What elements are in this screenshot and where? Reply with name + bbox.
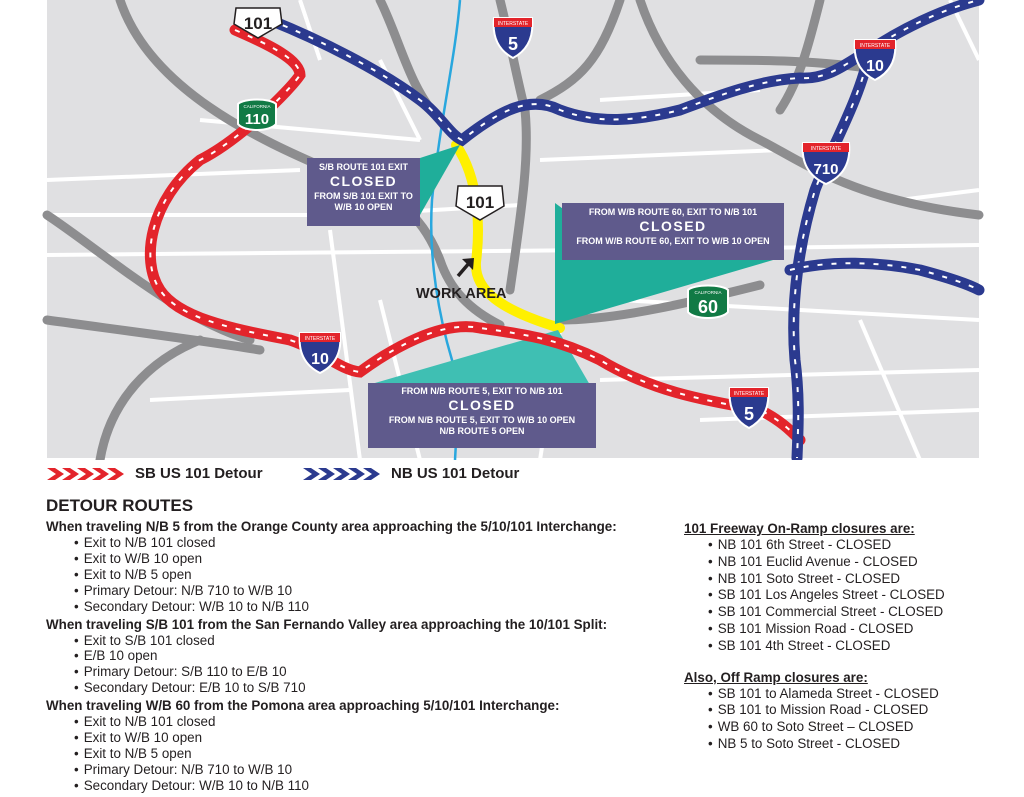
ca60-california-word: CALIFORNIA — [694, 290, 722, 295]
callout-wb60-line2: FROM W/B ROUTE 60, EXIT TO W/B 10 OPEN — [576, 235, 770, 246]
onramp-closures-list — [684, 537, 1004, 655]
legend-nb-label: NB US 101 Detour — [391, 465, 520, 482]
detour-list — [46, 633, 686, 697]
list-item: • Primary Detour: N/B 710 to W/B 10 — [74, 762, 686, 778]
us101-center-label: 101 — [465, 193, 495, 212]
ramp-closures-section — [684, 520, 1004, 753]
list-item: • SB 101 to Alameda Street - CLOSED — [708, 686, 1004, 703]
list-item: • Exit to N/B 5 open — [74, 567, 686, 583]
list-item: • SB 101 Mission Road - CLOSED — [708, 621, 1004, 638]
offramp-closures-list — [684, 686, 1004, 753]
list-item: • SB 101 Commercial Street - CLOSED — [708, 604, 1004, 621]
list-item: • WB 60 to Soto Street – CLOSED — [708, 719, 1004, 736]
list-item: • SB 101 4th Street - CLOSED — [708, 638, 1004, 655]
list-item: • SB 101 to Mission Road - CLOSED — [708, 702, 1004, 719]
list-item: • Primary Detour: S/B 110 to E/B 10 — [74, 664, 686, 680]
callout-wb60-status: CLOSED — [639, 218, 707, 235]
detour-routes-section — [46, 496, 686, 796]
legend-sb-label: SB US 101 Detour — [135, 465, 263, 482]
list-item: • Secondary Detour: W/B 10 to N/B 110 — [74, 778, 686, 794]
work-area-label: WORK AREA — [416, 286, 507, 302]
ca110-label: 110 — [244, 111, 270, 128]
callout-nb5-status: CLOSED — [448, 397, 516, 414]
i5-bottom-label: 5 — [743, 404, 755, 424]
i5-top-label: 5 — [507, 34, 519, 54]
callout-nb5-line2: FROM N/B ROUTE 5, EXIT TO W/B 10 OPEN — [388, 414, 576, 425]
list-item: • Exit to N/B 5 open — [74, 746, 686, 762]
detour-group-title: When traveling S/B 101 from the San Fernando Valley area approaching the 10/101 Split: — [46, 616, 608, 632]
i710-label: 710 — [813, 161, 839, 178]
detour-list — [46, 714, 686, 794]
onramp-closures-title: 101 Freeway On-Ramp closures are: — [684, 521, 915, 536]
i5-bottom-interstate-word: INTERSTATE — [733, 391, 765, 397]
i710-interstate-word: INTERSTATE — [810, 146, 842, 152]
detour-group-sb101 — [46, 617, 686, 697]
callout-sb101-line3: W/B 10 OPEN — [334, 202, 393, 212]
callout-sb101-line2: FROM S/B 101 EXIT TO — [314, 190, 413, 201]
map-legend — [47, 463, 647, 485]
detour-group-wb60 — [46, 698, 686, 794]
callout-sb101-status: CLOSED — [329, 173, 398, 190]
i5-top-interstate-word: INTERSTATE — [497, 21, 529, 27]
callout-wb60 — [562, 203, 784, 260]
list-item: • NB 101 Soto Street - CLOSED — [708, 571, 1004, 588]
list-item: • Exit to N/B 101 closed — [74, 535, 686, 551]
ca110-california-word: CALIFORNIA — [243, 104, 271, 109]
callout-nb5 — [368, 383, 596, 448]
ca60-shield — [688, 286, 728, 319]
ca110-shield — [238, 100, 276, 131]
list-item: • Secondary Detour: E/B 10 to S/B 710 — [74, 680, 686, 696]
i10-right-label: 10 — [866, 58, 884, 75]
offramp-closures-title: Also, Off Ramp closures are: — [684, 669, 868, 685]
detour-group-nb5 — [46, 519, 686, 615]
list-item: • NB 5 to Soto Street - CLOSED — [708, 736, 1004, 753]
i10-left-interstate-word: INTERSTATE — [304, 336, 336, 342]
list-item: • E/B 10 open — [74, 648, 686, 664]
list-item: • Exit to W/B 10 open — [74, 551, 686, 567]
sb-detour-swatch — [47, 468, 124, 480]
callout-sb101 — [307, 158, 420, 226]
callout-sb101-line1: S/B ROUTE 101 EXIT — [318, 162, 409, 172]
list-item: • Secondary Detour: W/B 10 to N/B 110 — [74, 599, 686, 615]
i10-right-interstate-word: INTERSTATE — [859, 43, 891, 49]
detour-routes-heading: DETOUR ROUTES — [46, 496, 194, 515]
list-item: • Primary Detour: N/B 710 to W/B 10 — [74, 583, 686, 599]
nb-detour-swatch — [303, 468, 380, 480]
callout-nb5-line1: FROM N/B ROUTE 5, EXIT TO N/B 101 — [401, 386, 563, 396]
ca60-label: 60 — [697, 297, 719, 317]
list-item: • Exit to S/B 101 closed — [74, 633, 686, 649]
detour-list — [46, 535, 686, 615]
list-item: • Exit to N/B 101 closed — [74, 714, 686, 730]
detour-group-title: When traveling W/B 60 from the Pomona area approaching 5/10/101 Interchange: — [46, 698, 560, 714]
detour-group-title: When traveling N/B 5 from the Orange County area approaching the 5/10/101 Interchange: — [46, 519, 617, 534]
list-item: • Exit to W/B 10 open — [74, 730, 686, 746]
callout-nb5-line3: N/B ROUTE 5 OPEN — [439, 426, 525, 436]
callout-wb60-line1: FROM W/B ROUTE 60, EXIT TO N/B 101 — [588, 207, 758, 217]
list-item: • NB 101 Euclid Avenue - CLOSED — [708, 554, 1004, 571]
us101-top-label: 101 — [243, 14, 273, 33]
list-item: • NB 101 6th Street - CLOSED — [708, 537, 1004, 554]
i10-left-label: 10 — [311, 351, 329, 368]
list-item: • SB 101 Los Angeles Street - CLOSED — [708, 587, 1004, 604]
